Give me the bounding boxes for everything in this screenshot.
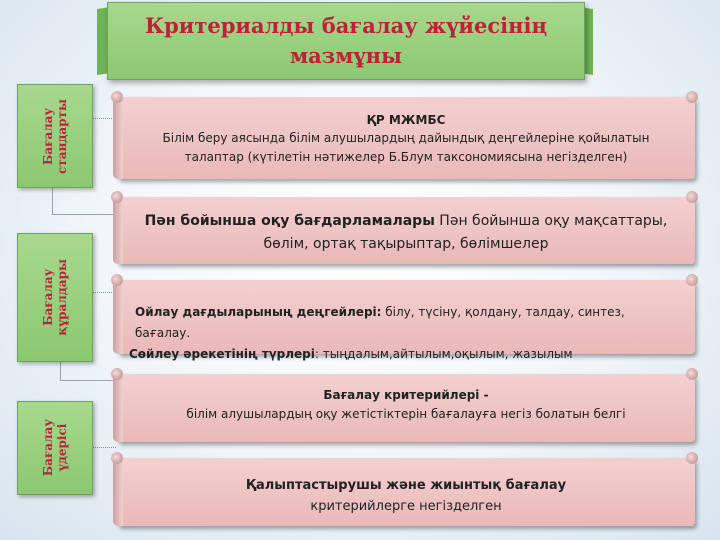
box-body: критерийлерге негізделген xyxy=(310,499,502,514)
side-label-text: Бағалау құралдары xyxy=(41,259,69,336)
scroll-roll xyxy=(111,452,123,464)
speech-types-label: Сөйлеу әрекетінің түрлері xyxy=(129,347,315,361)
box-heading: Бағалау критерийлері - xyxy=(323,388,489,402)
box-heading: Қалыптастырушы және жиынтық бағалау xyxy=(245,478,567,493)
skills-levels-text: білу, түсіну, қолдану, талдау, синтез, бағалау. xyxy=(135,305,625,340)
connector-dotted xyxy=(92,447,116,448)
page-title: Критериалды бағалау жүйесінің мазмұны xyxy=(145,13,547,68)
box-body: Пән бойынша оқу мақсаттары, бөлім, ортақ тақырыптар, бөлімшелер xyxy=(263,213,668,252)
scroll-roll xyxy=(111,91,123,103)
box-heading: ҚР МЖМБС xyxy=(366,113,446,127)
box-assessment xyxy=(117,458,695,526)
box-programs xyxy=(117,197,695,264)
speech-types-text: : тыңдалым,айтылым,оқылым, жазылым xyxy=(314,347,573,361)
scroll-roll xyxy=(111,274,123,286)
side-label-text: Бағалау үдерісі xyxy=(41,419,69,477)
scroll-roll xyxy=(111,191,123,203)
connector-line xyxy=(60,360,115,381)
box-standard xyxy=(117,97,695,179)
side-label-tools xyxy=(17,233,93,362)
side-label-text: Бағалау стандарты xyxy=(41,98,69,174)
box-skills xyxy=(117,280,695,361)
box-body: Білім беру аясында білім алушылардың дайындық деңгейлеріне қойылатын талаптар (күтілетін нәтижелер Б.Блум таксономиясына негізделген) xyxy=(162,131,650,164)
side-label-standard xyxy=(17,84,93,188)
scroll-roll xyxy=(111,368,123,380)
box-criteria xyxy=(117,374,695,442)
skills-levels-label: Ойлау дағдыларының деңгейлері: xyxy=(135,305,382,319)
box-body: білім алушылардың оқу жетістіктерін бағалауға негіз болатын белгі xyxy=(186,407,626,421)
side-label-process xyxy=(17,401,93,495)
title-banner xyxy=(107,2,585,80)
box-heading: Пән бойынша оқу бағдарламалары xyxy=(144,213,435,229)
